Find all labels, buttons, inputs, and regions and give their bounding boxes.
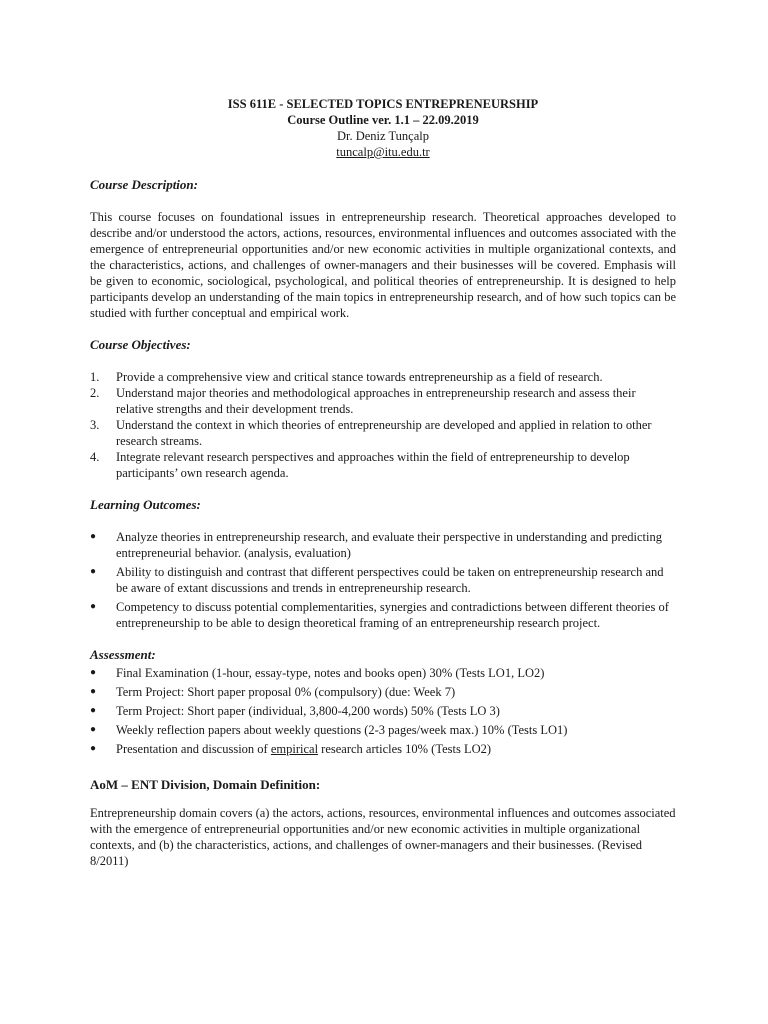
objective-item	[90, 449, 676, 481]
bullet-icon: ●	[90, 531, 97, 542]
assessment-item	[90, 741, 676, 757]
instructor-email-link[interactable]: tuncalp@itu.edu.tr	[336, 145, 430, 159]
outline-version: Course Outline ver. 1.1 – 22.09.2019	[287, 113, 479, 127]
assessment-text	[116, 741, 676, 757]
objective-text: Understand major theories and methodological approaches in entrepreneurship research and assess their relative strengths and their development trends.	[116, 386, 636, 416]
objective-number: 3.	[90, 418, 100, 432]
bullet-icon: ●	[90, 705, 97, 716]
objectives-list	[90, 369, 676, 481]
bullet-icon: ●	[90, 686, 97, 697]
description-text: This course focuses on foundational issues in entrepreneurship research. Theoretical approaches developed to describe and/or understood the actors, actions, resources, environmental influences and outcomes associated with the emergence of entrepreneurial opportunities and/or new economic activities in multiple organizational contexts, and the characteristics, actions, and challenges of owner-managers and their businesses will be covered. Emphasis will be given to economic, sociological, psychological, and political theories of entrepreneurship. It is designed to help participants develop an understanding of the main topics in entrepreneurship research, and of how such topics can be studied with further conceptual and empirical work.	[90, 210, 676, 320]
assessment-item	[90, 703, 676, 719]
assessment-text: Weekly reflection papers about weekly questions (2-3 pages/week max.) 10% (Tests LO1)	[116, 723, 568, 737]
objective-item	[90, 385, 676, 417]
objectives-heading: Course Objectives:	[90, 337, 191, 352]
objective-number: 1.	[90, 370, 100, 384]
objective-text: Provide a comprehensive view and critical stance towards entrepreneurship as a field of research.	[116, 370, 603, 384]
assessment-text: Term Project: Short paper (individual, 3,800-4,200 words) 50% (Tests LO 3)	[116, 704, 500, 718]
aom-heading: AoM – ENT Division, Domain Definition:	[90, 777, 321, 792]
assessment-text-after: research articles 10% (Tests LO2)	[318, 742, 492, 756]
outcome-text: Competency to discuss potential complementarities, synergies and contradictions between different theories of entrepreneurship to be able to design theoretical framing of an entrepreneurship research project.	[116, 600, 669, 630]
assessment-text-before: Presentation and discussion of	[116, 742, 271, 756]
document-header	[90, 96, 676, 160]
objective-item	[90, 369, 676, 385]
bullet-icon: ●	[90, 667, 97, 678]
outcomes-heading: Learning Outcomes:	[90, 497, 201, 512]
objective-number: 4.	[90, 450, 100, 464]
aom-text: Entrepreneurship domain covers (a) the actors, actions, resources, environmental influences and outcomes associated with the emergence of entrepreneurial opportunities and/or new economic activities in multiple organizational contexts, and (b) the characteristics, actions, and challenges of owner-managers and their businesses. (Revised 8/2011)	[90, 806, 676, 868]
course-title: ISS 611E - SELECTED TOPICS ENTREPRENEURSHIP	[227, 97, 539, 111]
description-heading: Course Description:	[90, 177, 198, 192]
assessment-item	[90, 722, 676, 738]
assessment-item	[90, 684, 676, 700]
assessment-list	[90, 665, 676, 757]
outcome-item	[90, 529, 676, 561]
bullet-icon: ●	[90, 724, 97, 735]
objective-item	[90, 417, 676, 449]
outcomes-list	[90, 529, 676, 631]
objective-text: Understand the context in which theories of entrepreneurship are developed and applied in relation to other research streams.	[116, 418, 652, 448]
assessment-heading: Assessment:	[90, 647, 156, 662]
assessment-text: Term Project: Short paper proposal 0% (compulsory) (due: Week 7)	[116, 685, 456, 699]
outcome-item	[90, 564, 676, 596]
objective-number: 2.	[90, 386, 100, 400]
assessment-item	[90, 665, 676, 681]
instructor-name: Dr. Deniz Tunçalp	[336, 129, 429, 143]
assessment-text: Final Examination (1-hour, essay-type, notes and books open) 30% (Tests LO1, LO2)	[116, 666, 545, 680]
objective-text: Integrate relevant research perspectives and approaches within the field of entrepreneurship to develop participants’ own research agenda.	[116, 450, 630, 480]
outcome-text: Analyze theories in entrepreneurship research, and evaluate their perspective in understanding and predicting entrepreneurial behavior. (analysis, evaluation)	[116, 530, 662, 560]
document-page	[90, 96, 676, 885]
bullet-icon: ●	[90, 566, 97, 577]
empirical-underlined-word: empirical	[270, 742, 319, 756]
bullet-icon: ●	[90, 743, 97, 754]
outcome-text: Ability to distinguish and contrast that different perspectives could be taken on entrepreneurship research and be aware of extant discussions and trends in entrepreneurship research.	[116, 565, 664, 595]
outcome-item	[90, 599, 676, 631]
bullet-icon: ●	[90, 601, 97, 612]
